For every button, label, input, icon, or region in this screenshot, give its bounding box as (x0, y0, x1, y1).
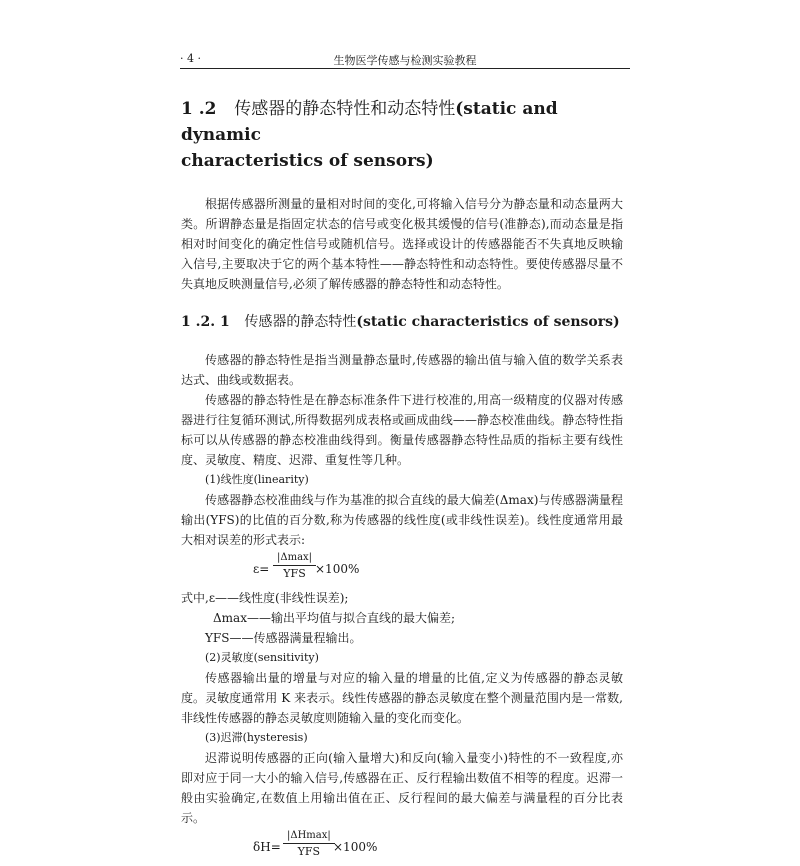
where-yfs: YFS——传感器满量程输出。 (205, 631, 362, 645)
linearity-formula (181, 550, 623, 588)
subsection-heading (181, 312, 623, 332)
formula2-fraction (283, 828, 335, 859)
formula2-denominator: YFS (297, 845, 321, 858)
formula2-numerator: |ΔHmax| (283, 828, 335, 844)
formula-numerator: |Δmax| (273, 550, 316, 566)
section-title-cn: 传感器的静态特性和动态特性 (234, 99, 456, 119)
formula-fraction (273, 550, 316, 581)
intro-paragraph: 根据传感器所测量的量相对时间的变化,可将输入信号分为静态量和动态量两大类。所谓静态量是指固定状态的信号或变化极其缓慢的信号(准静态),而动态量是指相对时间变化的确定性信号或随机信号。选择或设计的传感器能否不失真地反映输入信号,主要取决于它的两个基本特性——静态特性和动态特性。要使传感器尽量不失真地反映测量信号,必须了解传感器的静态特性和动态特性。 (181, 197, 623, 291)
subsection-title-cn: 传感器的静态特性 (244, 314, 357, 330)
hysteresis-heading: (3)迟滞(hysteresis) (205, 731, 308, 744)
formula-rhs: ×100% (315, 562, 360, 576)
header-rule (180, 68, 630, 69)
sensitivity-heading: (2)灵敏度(sensitivity) (205, 651, 319, 664)
section-title-en-2: characteristics of sensors) (181, 151, 434, 171)
formula2-rhs: ×100% (333, 840, 378, 854)
paragraph-hysteresis: 迟滞说明传感器的正向(输入量增大)和反向(输入量变小)特性的不一致程度,亦即对应于同一大小的输入信号,传感器在正、反行程输出数值不相等的程度。迟滞一般由实验确定,在数值上用输出值在正、反行程间的最大偏差与满量程的百分比表示。 (181, 751, 623, 825)
formula-denominator: YFS (283, 567, 306, 580)
section-title-en-1: (static and dynamic (181, 99, 558, 145)
book-title: 生物医学传感与检测实验教程 (333, 54, 477, 67)
subsection-title-en: (static characteristics of sensors) (356, 314, 620, 330)
page-header (180, 46, 630, 70)
page-content (181, 96, 623, 866)
hysteresis-formula (181, 828, 623, 866)
page-number: · 4 · (180, 52, 201, 65)
section-number: 1 .2 (181, 99, 217, 119)
where-delta-max: Δmax——输出平均值与拟合直线的最大偏差; (213, 611, 456, 625)
paragraph-calibration: 传感器的静态特性是在静态标准条件下进行校准的,用高一级精度的仪器对传感器进行往复循环测试,所得数据列成表格或画成曲线——静态校准曲线。静态特性指标可以从传感器的静态校准曲线得到。衡量传感器静态特性品质的指标主要有线性度、灵敏度、精度、迟滞、重复性等几种。 (181, 393, 623, 467)
where-epsilon: 式中,ε——线性度(非线性误差); (181, 591, 349, 605)
paragraph-sensitivity: 传感器输出量的增量与对应的输入量的增量的比值,定义为传感器的静态灵敏度。灵敏度通常用 K 来表示。线性传感器的静态灵敏度在整个测量范围内是一常数,非线性传感器的静态灵敏度则随输入量的变化而变化。 (181, 671, 623, 725)
subsection-number: 1 .2. 1 (181, 314, 230, 330)
section-heading (181, 96, 623, 174)
formula-lhs: ε= (253, 562, 270, 576)
paragraph-linearity: 传感器静态校准曲线与作为基准的拟合直线的最大偏差(Δmax)与传感器满量程输出(YFS)的比值的百分数,称为传感器的线性度(或非线性误差)。线性度通常用最大相对误差的形式表示: (181, 493, 623, 547)
paragraph-definition: 传感器的静态特性是指当测量静态量时,传感器的输出值与输入值的数学关系表达式、曲线或数据表。 (181, 353, 623, 387)
formula2-lhs: δH= (253, 840, 281, 854)
linearity-heading: (1)线性度(linearity) (205, 473, 309, 486)
